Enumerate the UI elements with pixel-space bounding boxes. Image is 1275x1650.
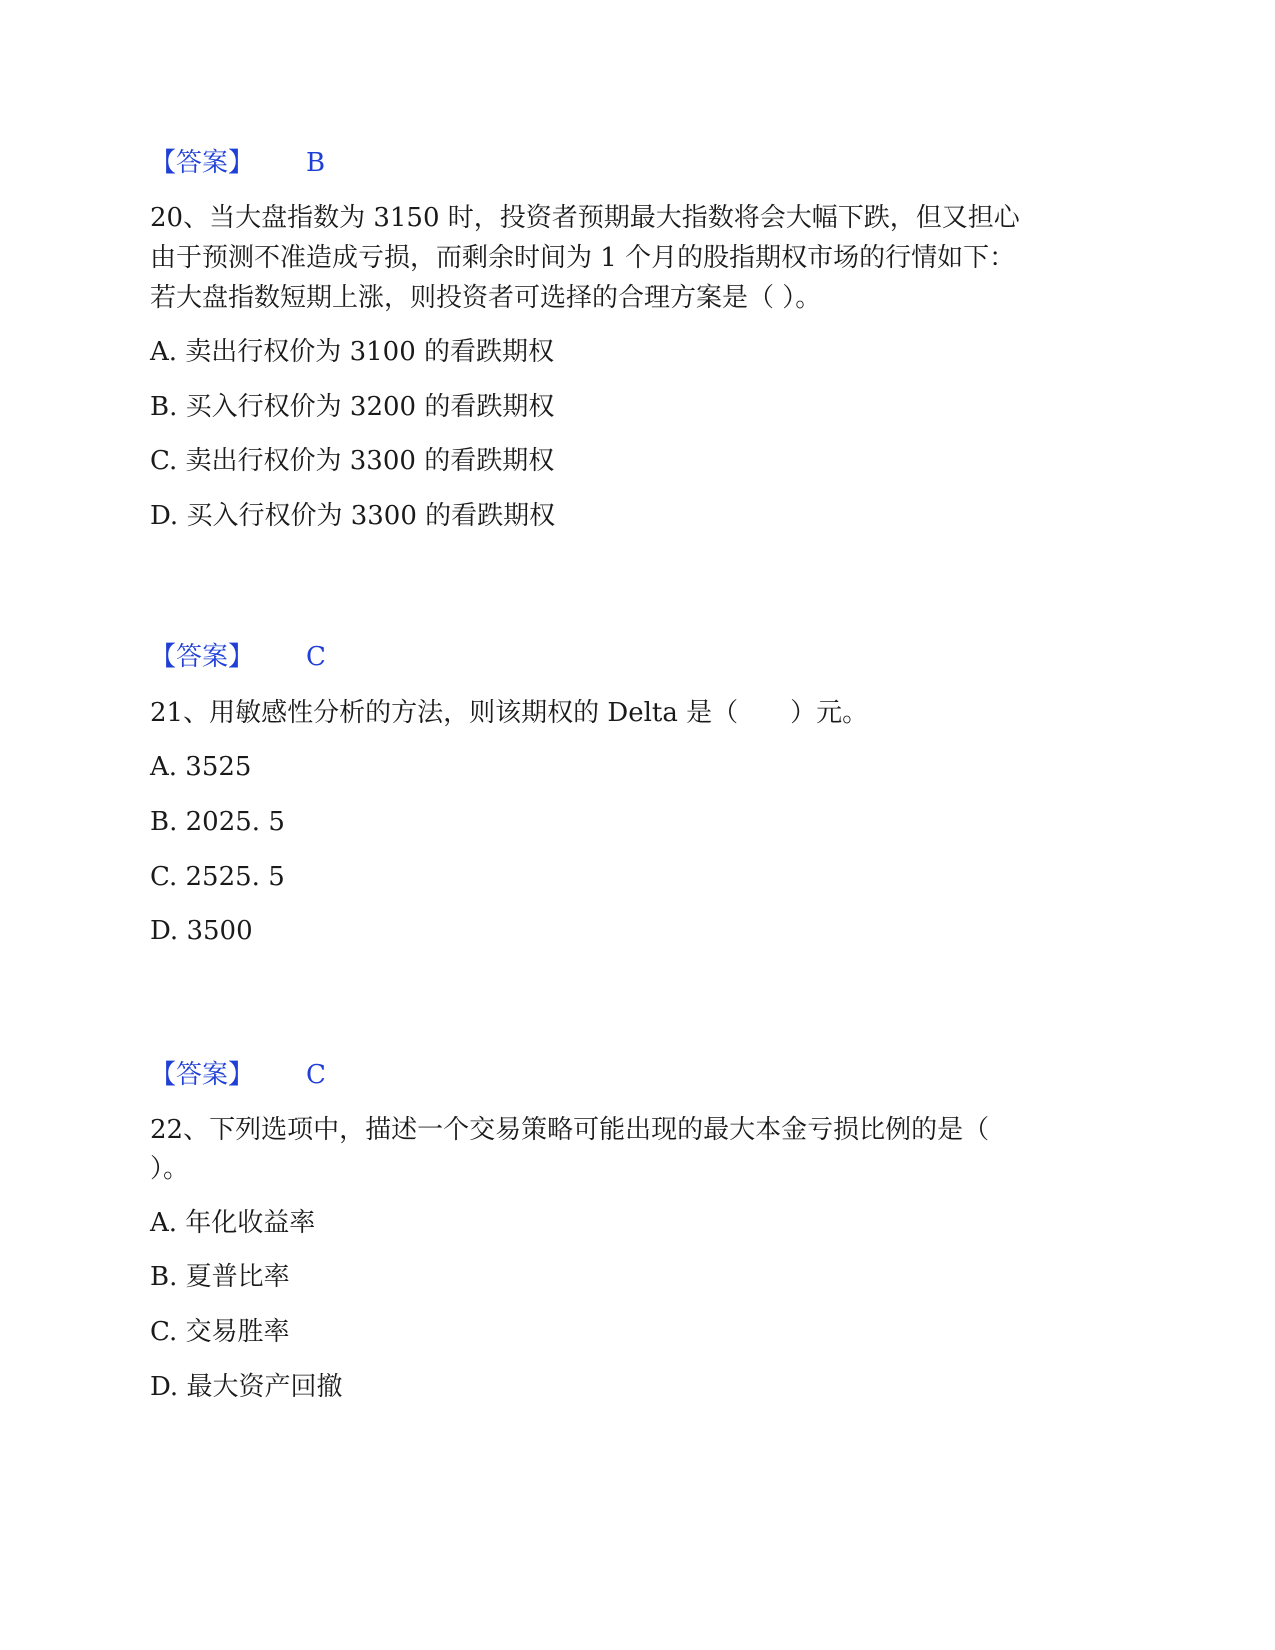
question-21-option-d: D. 3500 bbox=[150, 916, 253, 946]
question-21-line-1: 21、用敏感性分析的方法，则该期权的 Delta 是（ ）元。 bbox=[150, 698, 869, 728]
answer-tag: 【答案】 bbox=[150, 642, 255, 672]
question-21-option-c: C. 2525. 5 bbox=[150, 862, 285, 892]
answer-letter: C bbox=[306, 1060, 326, 1090]
answer-line-19 bbox=[150, 148, 325, 178]
answer-tag: 【答案】 bbox=[150, 1060, 255, 1090]
answer-letter: C bbox=[306, 642, 326, 672]
question-20-option-c: C. 卖出行权价为 3300 的看跌期权 bbox=[150, 446, 555, 476]
question-21-option-a: A. 3525 bbox=[150, 752, 252, 782]
question-20-option-b: B. 买入行权价为 3200 的看跌期权 bbox=[150, 392, 555, 422]
question-20-line-1: 20、当大盘指数为 3150 时，投资者预期最大指数将会大幅下跌，但又担心 bbox=[150, 203, 1020, 233]
answer-letter: B bbox=[306, 148, 326, 178]
question-22-option-d: D. 最大资产回撤 bbox=[150, 1372, 343, 1402]
answer-line-21 bbox=[150, 1060, 326, 1090]
question-20-line-3: 若大盘指数短期上涨，则投资者可选择的合理方案是（ ）。 bbox=[150, 283, 822, 313]
answer-tag: 【答案】 bbox=[150, 148, 255, 178]
question-20-line-2: 由于预测不准造成亏损，而剩余时间为 1 个月的股指期权市场的行情如下： bbox=[150, 243, 1016, 273]
question-22-option-a: A. 年化收益率 bbox=[150, 1208, 316, 1238]
answer-line-20 bbox=[150, 642, 326, 672]
question-20-option-a: A. 卖出行权价为 3100 的看跌期权 bbox=[150, 337, 555, 367]
question-22-option-b: B. 夏普比率 bbox=[150, 1262, 290, 1292]
question-22-option-c: C. 交易胜率 bbox=[150, 1317, 290, 1347]
question-20-option-d: D. 买入行权价为 3300 的看跌期权 bbox=[150, 501, 556, 531]
question-22-line-1: 22、下列选项中，描述一个交易策略可能出现的最大本金亏损比例的是（ bbox=[150, 1115, 990, 1145]
question-22-line-2: ）。 bbox=[150, 1154, 190, 1184]
question-21-option-b: B. 2025. 5 bbox=[150, 807, 285, 837]
